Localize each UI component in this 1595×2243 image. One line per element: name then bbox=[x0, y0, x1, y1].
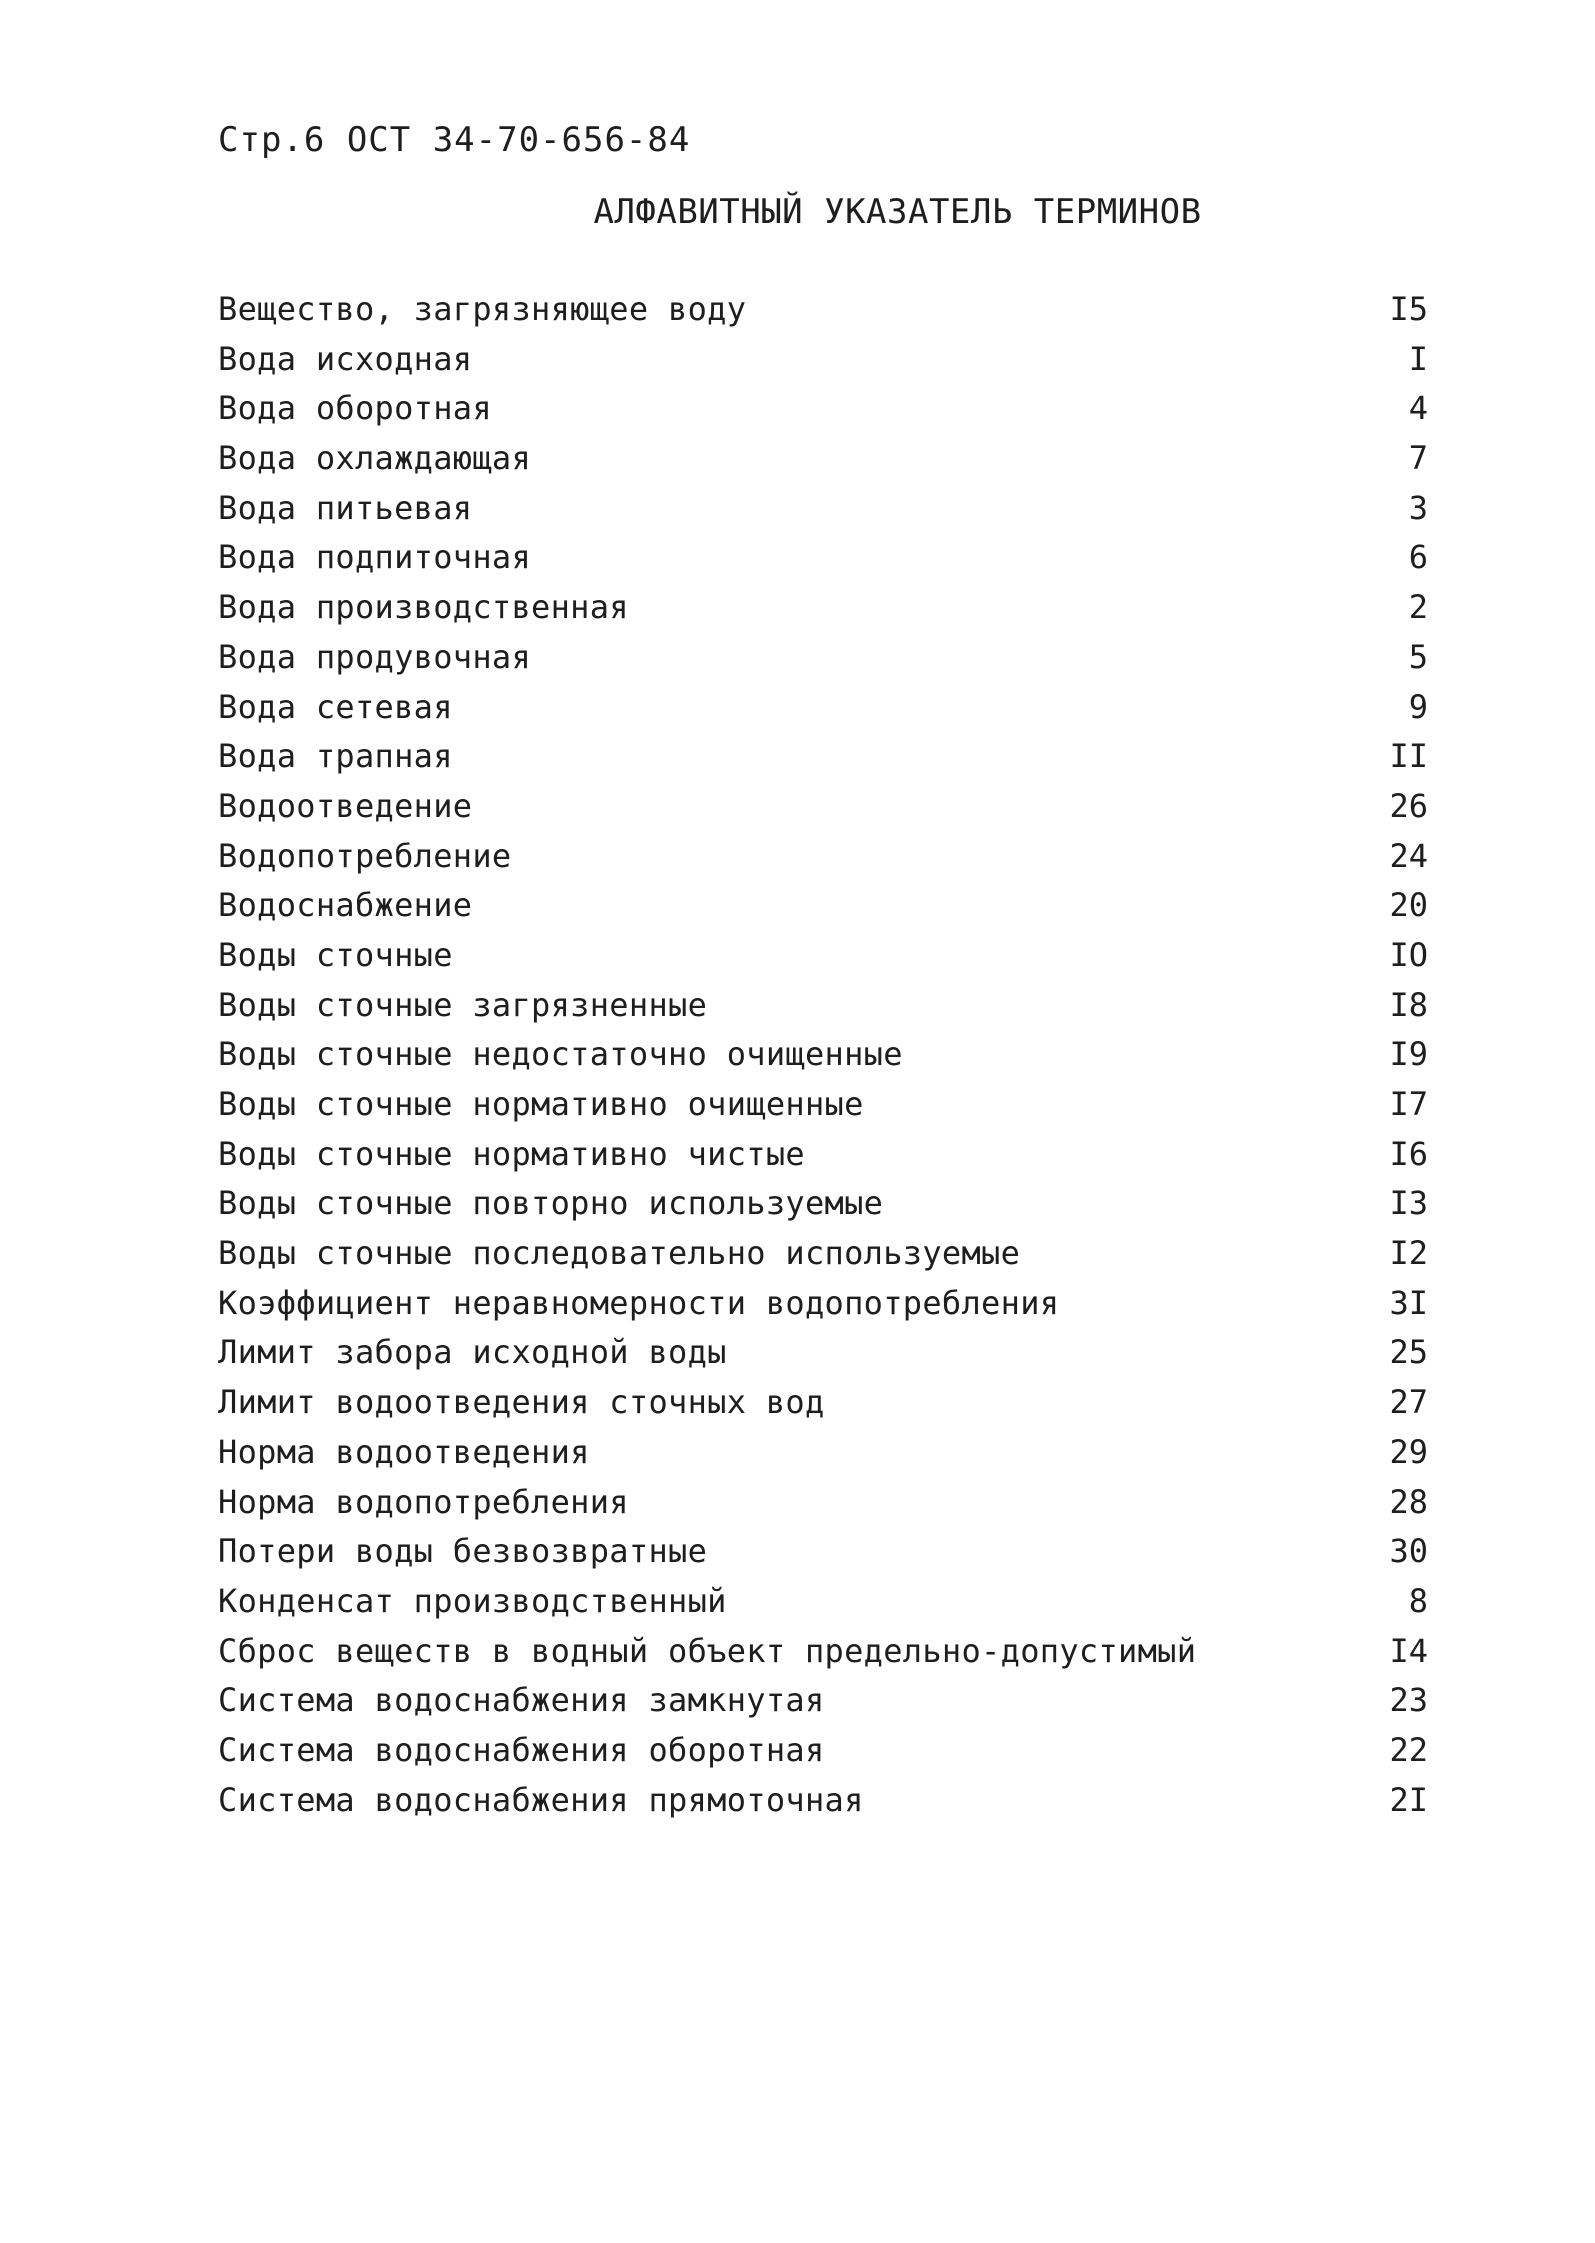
entry-number: 29 bbox=[1389, 1432, 1428, 1471]
term-index-list bbox=[218, 290, 1428, 1830]
entry-number: I5 bbox=[1389, 290, 1428, 328]
index-entry bbox=[218, 1731, 1428, 1781]
index-entry bbox=[218, 886, 1428, 936]
entry-number: 4 bbox=[1408, 389, 1428, 428]
entry-term: Лимит водоотведения сточных вод bbox=[218, 1383, 825, 1422]
entry-number: 6 bbox=[1408, 538, 1428, 577]
entry-number: I2 bbox=[1389, 1234, 1428, 1273]
entry-number: II bbox=[1389, 737, 1428, 776]
entry-term: Воды сточные последовательно используемые bbox=[218, 1234, 1021, 1273]
entry-number: 24 bbox=[1389, 836, 1428, 875]
index-entry bbox=[218, 1234, 1428, 1284]
entry-term: Сброс веществ в водный объект предельно-допустимый bbox=[218, 1631, 1197, 1670]
entry-number: 30 bbox=[1389, 1532, 1428, 1571]
entry-number: IO bbox=[1389, 935, 1428, 974]
index-entry bbox=[218, 1433, 1428, 1483]
entry-term: Вода исходная bbox=[218, 339, 473, 378]
page-header: Стр.6 ОСТ 34-70-656-84 bbox=[218, 120, 691, 160]
entry-number: 22 bbox=[1389, 1730, 1428, 1769]
entry-number: 7 bbox=[1408, 439, 1428, 478]
entry-term: Норма водопотребления bbox=[218, 1482, 629, 1521]
index-entry bbox=[218, 439, 1428, 489]
index-entry bbox=[218, 936, 1428, 986]
entry-term: Воды сточные загрязненные bbox=[218, 985, 708, 1024]
index-entry bbox=[218, 688, 1428, 738]
entry-term: Водоотведение bbox=[218, 786, 473, 825]
index-entry bbox=[218, 1383, 1428, 1433]
entry-term: Вода производственная bbox=[218, 588, 629, 627]
index-entry bbox=[218, 489, 1428, 539]
entry-term: Система водоснабжения прямоточная bbox=[218, 1780, 864, 1819]
index-entry bbox=[218, 1135, 1428, 1185]
index-entry bbox=[218, 1085, 1428, 1135]
index-entry bbox=[218, 837, 1428, 887]
index-entry bbox=[218, 638, 1428, 688]
entry-number: I8 bbox=[1389, 985, 1428, 1024]
entry-term: Потери воды безвозвратные bbox=[218, 1532, 708, 1571]
entry-term: Вода сетевая bbox=[218, 687, 453, 726]
entry-term: Вода продувочная bbox=[218, 637, 532, 676]
index-entry bbox=[218, 1781, 1428, 1831]
entry-term: Конденсат производственный bbox=[218, 1581, 727, 1620]
entry-term: Воды сточные повторно используемые bbox=[218, 1184, 884, 1223]
index-entry bbox=[218, 1483, 1428, 1533]
entry-number: 2 bbox=[1408, 588, 1428, 627]
entry-number: I9 bbox=[1389, 1035, 1428, 1074]
index-entry bbox=[218, 1582, 1428, 1632]
entry-term: Воды сточные bbox=[218, 935, 453, 974]
entry-number: 3 bbox=[1408, 488, 1428, 527]
index-entry bbox=[218, 1632, 1428, 1682]
entry-term: Вода трапная bbox=[218, 737, 453, 776]
index-entry bbox=[218, 1184, 1428, 1234]
entry-term: Водопотребление bbox=[218, 836, 512, 875]
entry-number: 2I bbox=[1389, 1780, 1428, 1819]
entry-number: I7 bbox=[1389, 1085, 1428, 1123]
entry-term: Коэффициент неравномерности водопотребления bbox=[218, 1283, 1060, 1322]
entry-number: I6 bbox=[1389, 1134, 1428, 1173]
index-entry bbox=[218, 737, 1428, 787]
index-entry bbox=[218, 538, 1428, 588]
entry-number: 20 bbox=[1389, 886, 1428, 925]
index-entry bbox=[218, 1681, 1428, 1731]
index-entry bbox=[218, 290, 1428, 340]
entry-term: Воды сточные недостаточно очищенные bbox=[218, 1035, 903, 1074]
entry-term: Воды сточные нормативно чистые bbox=[218, 1134, 805, 1173]
index-entry bbox=[218, 1532, 1428, 1582]
index-entry bbox=[218, 787, 1428, 837]
entry-number: I bbox=[1408, 339, 1428, 378]
entry-number: I4 bbox=[1389, 1631, 1428, 1670]
entry-term: Вещество, загрязняющее воду bbox=[218, 290, 747, 328]
entry-number: 9 bbox=[1408, 687, 1428, 726]
index-entry bbox=[218, 340, 1428, 390]
entry-term: Вода охлаждающая bbox=[218, 439, 532, 478]
index-entry bbox=[218, 986, 1428, 1036]
entry-number: 26 bbox=[1389, 786, 1428, 825]
entry-term: Воды сточные нормативно очищенные bbox=[218, 1085, 864, 1123]
index-entry bbox=[218, 1333, 1428, 1383]
entry-term: Вода питьевая bbox=[218, 488, 473, 527]
entry-number: 27 bbox=[1389, 1383, 1428, 1422]
entry-term: Водоснабжение bbox=[218, 886, 473, 925]
index-entry bbox=[218, 588, 1428, 638]
entry-term: Лимит забора исходной воды bbox=[218, 1333, 727, 1372]
index-entry bbox=[218, 1284, 1428, 1334]
entry-number: 8 bbox=[1408, 1581, 1428, 1620]
entry-term: Норма водоотведения bbox=[218, 1432, 590, 1471]
index-entry bbox=[218, 1035, 1428, 1085]
entry-number: 3I bbox=[1389, 1283, 1428, 1322]
entry-number: 28 bbox=[1389, 1482, 1428, 1521]
entry-number: 25 bbox=[1389, 1333, 1428, 1372]
index-entry bbox=[218, 389, 1428, 439]
entry-term: Вода подпиточная bbox=[218, 538, 532, 577]
entry-term: Система водоснабжения замкнутая bbox=[218, 1681, 825, 1720]
entry-number: 5 bbox=[1408, 637, 1428, 676]
entry-number: 23 bbox=[1389, 1681, 1428, 1720]
entry-term: Вода оборотная bbox=[218, 389, 492, 428]
page-title: АЛФАВИТНЫЙ УКАЗАТЕЛЬ ТЕРМИНОВ bbox=[593, 192, 1202, 232]
entry-number: I3 bbox=[1389, 1184, 1428, 1223]
entry-term: Система водоснабжения оборотная bbox=[218, 1730, 825, 1769]
